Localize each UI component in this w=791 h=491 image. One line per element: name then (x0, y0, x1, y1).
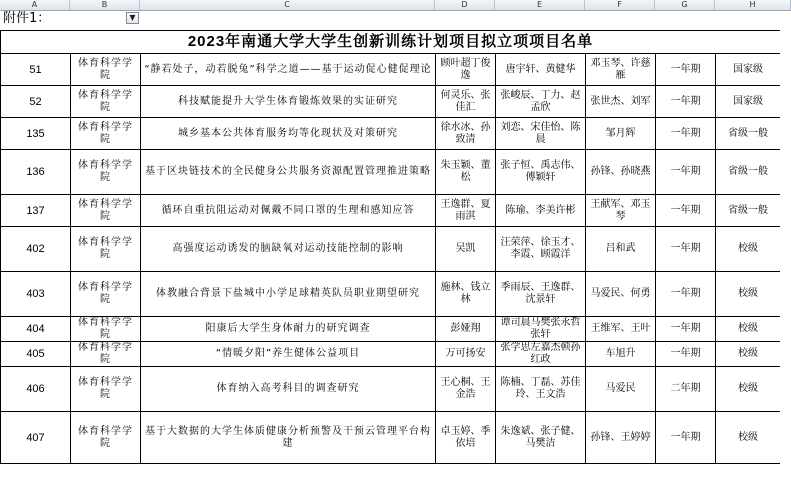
table-row (1, 150, 781, 195)
cell-project-name[interactable]: 体育纳入高考科目的调查研究 (141, 367, 436, 412)
cell-level[interactable]: 校级 (716, 272, 781, 317)
cell-members[interactable]: 季雨辰、王逸群、沈景轩 (496, 272, 586, 317)
table-row (1, 195, 781, 227)
cell-project-id[interactable]: 136 (1, 150, 71, 195)
cell-leader[interactable]: 彭娅翔 (436, 317, 496, 342)
cell-period[interactable]: 一年期 (656, 227, 716, 272)
column-header-c[interactable]: C (140, 0, 435, 10)
column-header-f[interactable]: F (585, 0, 655, 10)
cell-leader[interactable]: 王心桐、王金浩 (436, 367, 496, 412)
cell-advisor[interactable]: 张世杰、刘军 (586, 86, 656, 118)
cell-project-name[interactable]: 体教融合背景下盐城中小学足球精英队员职业期望研究 (141, 272, 436, 317)
table-row (1, 342, 781, 367)
cell-college[interactable]: 体育科学学院 (71, 367, 141, 412)
cell-period[interactable]: 一年期 (656, 317, 716, 342)
cell-period[interactable]: 一年期 (656, 195, 716, 227)
cell-project-id[interactable]: 137 (1, 195, 71, 227)
cell-period[interactable]: 一年期 (656, 86, 716, 118)
cell-level[interactable]: 校级 (716, 412, 781, 464)
cell-advisor[interactable]: 孙锋、孙晓燕 (586, 150, 656, 195)
cell-period[interactable]: 一年期 (656, 54, 716, 86)
column-header-d[interactable]: D (435, 0, 495, 10)
cell-project-name[interactable]: 高强度运动诱发的脑缺氧对运动技能控制的影响 (141, 227, 436, 272)
cell-project-id[interactable]: 135 (1, 118, 71, 150)
cell-level[interactable]: 校级 (716, 342, 781, 367)
cell-college[interactable]: 体育科学学院 (71, 412, 141, 464)
cell-leader[interactable]: 顾叶超丁俊逸 (436, 54, 496, 86)
cell-leader[interactable]: 万可扬安 (436, 342, 496, 367)
column-header-g[interactable]: G (655, 0, 715, 10)
cell-leader[interactable]: 朱玉颖、董松 (436, 150, 496, 195)
cell-project-name[interactable]: 基于大数据的大学生体质健康分析预警及干预云管理平台构建 (141, 412, 436, 464)
cell-advisor[interactable]: 邹月辉 (586, 118, 656, 150)
cell-leader[interactable]: 徐水冰、孙致清 (436, 118, 496, 150)
cell-college[interactable]: 体育科学学院 (71, 150, 141, 195)
cell-project-name[interactable]: 基于区块链技术的全民健身公共服务资源配置管理推进策略 (141, 150, 436, 195)
cell-advisor[interactable]: 马爱民 (586, 367, 656, 412)
column-header-a[interactable]: A (0, 0, 70, 10)
table-row (1, 86, 781, 118)
annex-label: 附件1： (3, 11, 51, 26)
cell-period[interactable]: 一年期 (656, 118, 716, 150)
cell-project-id[interactable]: 402 (1, 227, 71, 272)
cell-college[interactable]: 体育科学学院 (71, 195, 141, 227)
cell-project-name[interactable]: 阳康后大学生身体耐力的研究调查 (141, 317, 436, 342)
cell-level[interactable]: 校级 (716, 367, 781, 412)
column-header-bar (0, 0, 791, 11)
cell-project-id[interactable]: 403 (1, 272, 71, 317)
cell-leader[interactable]: 卓玉婷、季依培 (436, 412, 496, 464)
cell-members[interactable]: 谭司晨马樊张永哲张轩 (496, 317, 586, 342)
cell-project-id[interactable]: 406 (1, 367, 71, 412)
cell-leader[interactable]: 施林、钱立林 (436, 272, 496, 317)
cell-leader[interactable]: 何灵乐、张佳汇 (436, 86, 496, 118)
cell-members[interactable]: 张学思左嘉杰顿孙红政 (496, 342, 586, 367)
cell-project-name[interactable]: 城乡基本公共体育服务均等化现状及对策研究 (141, 118, 436, 150)
table-row (1, 272, 781, 317)
cell-level[interactable]: 省级一般 (716, 118, 781, 150)
cell-members[interactable]: 陈瑜、李美许彬 (496, 195, 586, 227)
cell-members[interactable]: 张子恒、禹志伟、傅颖轩 (496, 150, 586, 195)
cell-leader[interactable]: 王逸群、夏雨淇 (436, 195, 496, 227)
cell-period[interactable]: 一年期 (656, 150, 716, 195)
cell-members[interactable]: 张峻辰、丁力、赵孟欣 (496, 86, 586, 118)
cell-level[interactable]: 国家级 (716, 54, 781, 86)
cell-members[interactable]: 朱逸斌、张子健、马樊洁 (496, 412, 586, 464)
cell-project-name[interactable]: “静若处子，动若脱兔”科学之道——基于运动促心健促理论 (141, 54, 436, 86)
cell-advisor[interactable]: 马爱民、何勇 (586, 272, 656, 317)
cell-project-name[interactable]: “情暖夕阳”养生健体公益项目 (141, 342, 436, 367)
cell-level[interactable]: 省级一般 (716, 195, 781, 227)
cell-level[interactable]: 国家级 (716, 86, 781, 118)
cell-college[interactable]: 体育科学学院 (71, 54, 141, 86)
cell-project-id[interactable]: 51 (1, 54, 71, 86)
cell-college[interactable]: 体育科学学院 (71, 86, 141, 118)
cell-advisor[interactable]: 孙锋、王婷婷 (586, 412, 656, 464)
cell-level[interactable]: 省级一般 (716, 150, 781, 195)
column-header-b[interactable]: B (70, 0, 140, 10)
filter-icon[interactable]: ▼ (126, 12, 139, 24)
cell-period[interactable]: 一年期 (656, 342, 716, 367)
cell-members[interactable]: 汪荣萍、徐玉才、李霞、顾霞洋 (496, 227, 586, 272)
project-table (0, 30, 781, 464)
table-row (1, 118, 781, 150)
cell-level[interactable]: 校级 (716, 317, 781, 342)
cell-advisor[interactable]: 车旭升 (586, 342, 656, 367)
table-row (1, 412, 781, 464)
cell-advisor[interactable]: 王维军、王叶 (586, 317, 656, 342)
cell-project-id[interactable]: 407 (1, 412, 71, 464)
cell-level[interactable]: 校级 (716, 227, 781, 272)
cell-period[interactable]: 一年期 (656, 412, 716, 464)
cell-project-id[interactable]: 404 (1, 317, 71, 342)
cell-college[interactable]: 体育科学学院 (71, 118, 141, 150)
sheet-edge (780, 30, 791, 491)
cell-period[interactable]: 一年期 (656, 272, 716, 317)
cell-members[interactable]: 陈楠、丁磊、苏佳玲、王文浩 (496, 367, 586, 412)
table-title: 2023年南通大学大学生创新训练计划项目拟立项项目名单 (1, 31, 781, 54)
cell-project-id[interactable]: 405 (1, 342, 71, 367)
cell-college[interactable]: 体育科学学院 (71, 272, 141, 317)
cell-college[interactable]: 体育科学学院 (71, 317, 141, 342)
cell-advisor[interactable]: 吕和武 (586, 227, 656, 272)
table-row (1, 317, 781, 342)
cell-advisor[interactable]: 王献军、邓玉琴 (586, 195, 656, 227)
cell-members[interactable]: 唐宇轩、黄健华 (496, 54, 586, 86)
cell-advisor[interactable]: 邓玉琴、许慈雁 (586, 54, 656, 86)
cell-members[interactable]: 刘恋、宋佳怡、陈晨 (496, 118, 586, 150)
cell-period[interactable]: 二年期 (656, 367, 716, 412)
cell-project-name[interactable]: 科技赋能提升大学生体育锻炼效果的实证研究 (141, 86, 436, 118)
table-row (1, 227, 781, 272)
cell-college[interactable]: 体育科学学院 (71, 342, 141, 367)
table-row (1, 54, 781, 86)
cell-project-id[interactable]: 52 (1, 86, 71, 118)
cell-leader[interactable]: 吴凯 (436, 227, 496, 272)
column-header-h[interactable]: H (715, 0, 791, 10)
cell-college[interactable]: 体育科学学院 (71, 227, 141, 272)
table-row (1, 367, 781, 412)
column-header-e[interactable]: E (495, 0, 585, 10)
cell-project-name[interactable]: 循环自重抗阻运动对佩戴不同口罩的生理和感知应答 (141, 195, 436, 227)
